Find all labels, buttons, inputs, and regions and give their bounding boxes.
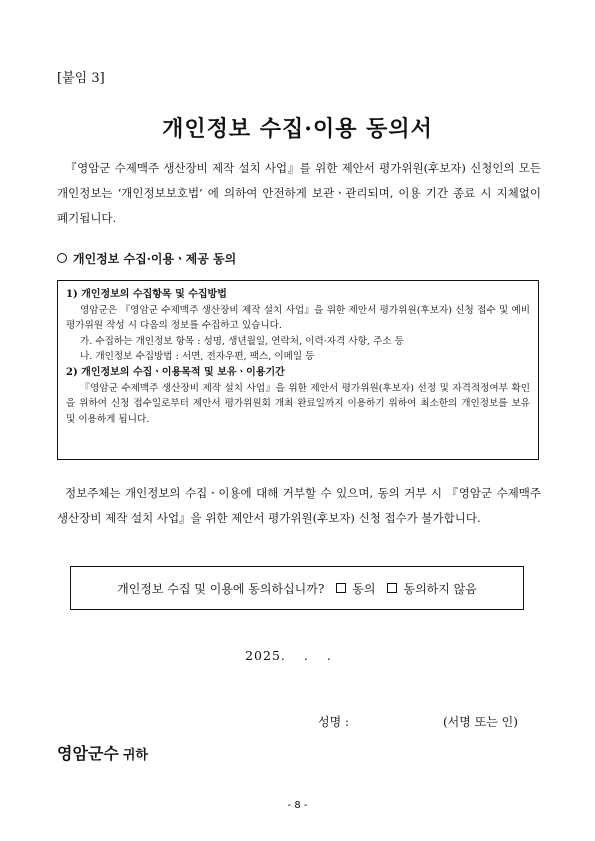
item1-list-item: 가. 수집하는 개인정보 항목 : 성명, 생년월일, 연락처, 이력·자격 사항, 주소 등 xyxy=(80,335,404,347)
circle-bullet-icon xyxy=(57,253,67,263)
item1-list-item: 나. 개인정보 수집방법 : 서면, 전자우편, 팩스, 이메일 등 xyxy=(80,351,315,363)
addressee xyxy=(57,741,148,764)
consent-question: 개인정보 수집 및 이용에 동의하십니까? xyxy=(117,581,325,596)
document-title: 개인정보 수집·이용 동의서 xyxy=(162,116,433,142)
addressee-name: 영암군수 xyxy=(57,744,119,763)
date-line xyxy=(0,648,595,663)
intro-paragraph xyxy=(57,156,541,231)
consent-question-box xyxy=(70,566,524,610)
signature-note: (서명 또는 인) xyxy=(443,715,518,729)
item2-text: 『영암군 수제맥주 생산장비 제작 설치 사업』을 위한 제안서 평가위원(후보자) 선정 및 자격적정여부 확인을 위하여 신청 접수일로부터 제안서 평가위원회 개최 완료일까지 이용하기 위하여 최소한의 개인정보를 보유 및 이용하게 됩니다. xyxy=(66,382,530,425)
item1-heading: 1) 개인정보의 수집항목 및 수집방법 xyxy=(66,289,227,300)
date-month: . xyxy=(303,648,309,663)
item2-heading: 2) 개인정보의 수집ㆍ이용목적 및 보유ㆍ이용기간 xyxy=(66,366,285,378)
disagree-checkbox[interactable] xyxy=(387,583,397,593)
agree-checkbox[interactable] xyxy=(336,583,346,593)
consent-details-box xyxy=(57,280,539,460)
page-number: - 8 - xyxy=(287,800,308,811)
item1-text: 영암군은 『영암군 수제맥주 생산장비 제작 설치 사업』을 위한 제안서 평가위원(후보자) 신청 접수 및 예비평가위원 작성 시 다음의 정보를 수집하고 있습니다. xyxy=(66,304,530,332)
signature-label: 성명 : xyxy=(318,715,350,729)
date-day: . xyxy=(326,648,332,663)
section-heading xyxy=(57,250,236,267)
date-year: 2025. xyxy=(245,648,286,663)
disagree-label: 동의하지 않음 xyxy=(403,581,477,596)
attachment-label: [붙임 3] xyxy=(57,71,105,86)
section-heading-text: 개인정보 수집·이용ㆍ제공 동의 xyxy=(73,252,237,266)
intro-text: 『영암군 수제맥주 생산장비 제작 설치 사업』를 위한 제안서 평가위원(후보자) 신청인의 모든 개인정보는 ‘개인정보보호법’ 에 의하여 안전하게 보관ㆍ관리되며, 이용 기간 종료 시 지체없이 폐기됩니다. xyxy=(57,161,541,225)
addressee-suffix: 귀하 xyxy=(122,748,148,763)
refusal-notice-text: 정보주체는 개인정보의 수집ㆍ이용에 대해 거부할 수 있으며, 동의 거부 시 『영암군 수제맥주 생산장비 제작 설치 사업』을 위한 제안서 평가위원(후보자) 신청 접수가 불가합니다. xyxy=(57,486,541,525)
refusal-notice xyxy=(57,481,541,531)
agree-label: 동의 xyxy=(352,581,376,596)
